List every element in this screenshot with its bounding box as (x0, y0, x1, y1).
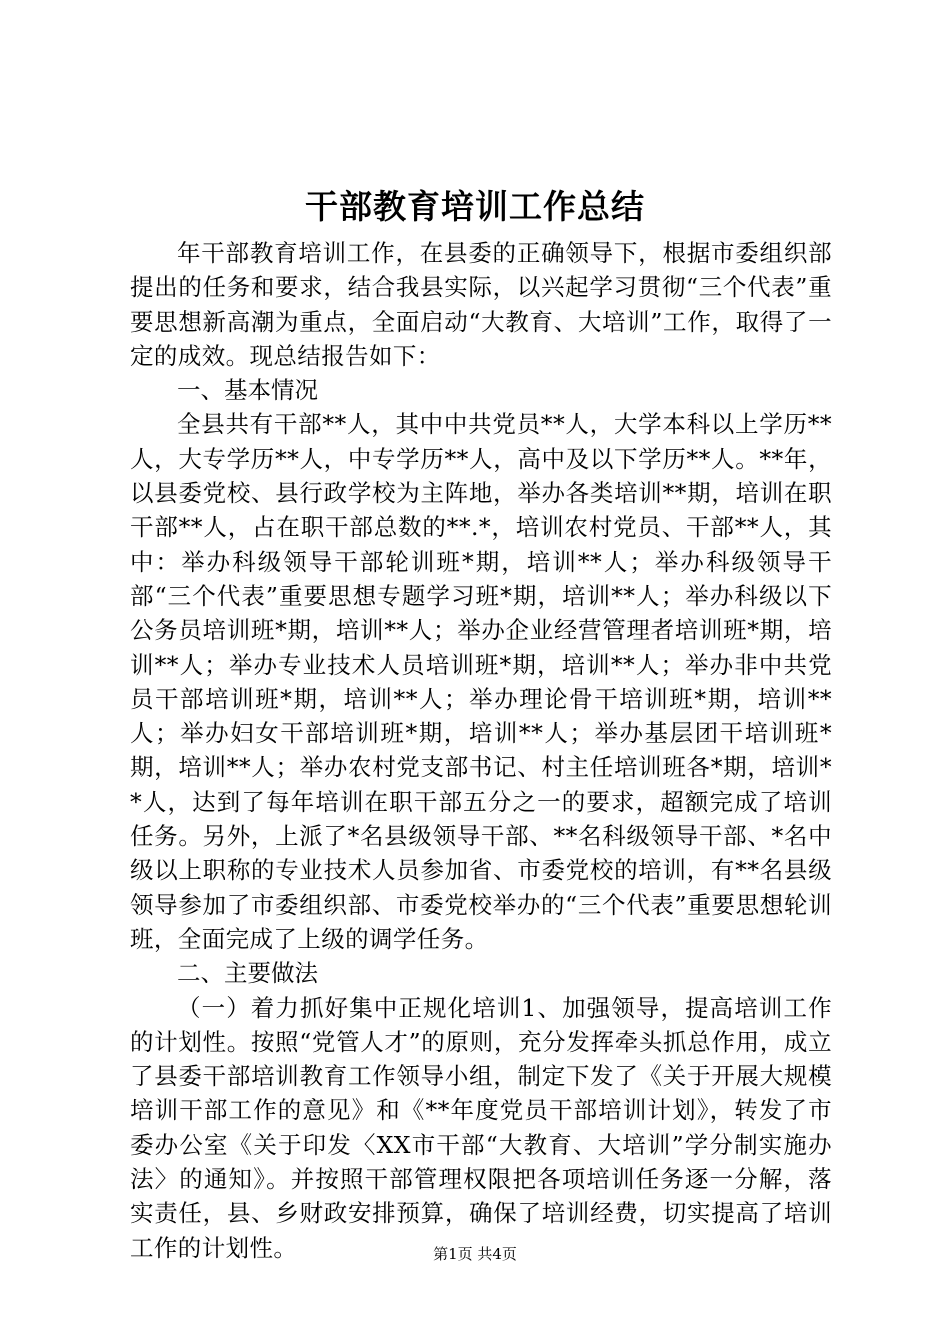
document-title: 干部教育培训工作总结 (305, 187, 645, 226)
intro-paragraph: 年干部教育培训工作，在县委的正确领导下，根据市委组织部提出的任务和要求，结合我县实际，以兴起学习贯彻“三个代表”重要思想新高潮为重点，全面启动“大教育、大培训”工作，取得了一定的成效。现总结报告如下： (130, 239, 832, 370)
page-footer: 第1页 共4页 (433, 1245, 517, 1263)
section-heading-main-practices: 二、主要做法 (177, 959, 318, 988)
document-body (130, 236, 832, 1265)
basic-situation-paragraph: 全县共有干部**人，其中中共党员**人，大学本科以上学历**人，大专学历**人，中专学历**人，高中及以下学历**人。**年，以县委党校、县行政学校为主阵地，举办各类培训**期，培训在职干部**人，占在职干部总数的**.*，培训农村党员、干部**人，其中：举办科级领导干部轮训班*期，培训**人；举办科级领导干部“三个代表”重要思想专题学习班*期，培训**人；举办科级以下公务员培训班*期，培训**人；举办企业经营管理者培训班*期，培训**人；举办专业技术人员培训班*期，培训**人；举办非中共党员干部培训班*期，培训**人；举办理论骨干培训班*期，培训**人；举办妇女干部培训班*期，培训**人；举办基层团干培训班*期，培训**人；举办农村党支部书记、村主任培训班各*期，培训**人，达到了每年培训在职干部五分之一的要求，超额完成了培训任务。另外，上派了*名县级领导干部、**名科级领导干部、*名中级以上职称的专业技术人员参加省、市委党校的培训，有**名县级领导参加了市委组织部、市委党校举办的“三个代表”重要思想轮训班，全面完成了上级的调学任务。 (130, 410, 832, 953)
section-heading-basic-situation: 一、基本情况 (177, 376, 318, 405)
main-practices-paragraph: （一）着力抓好集中正规化培训1、加强领导，提高培训工作的计划性。按照“党管人才”的原则，充分发挥牵头抓总作用，成立了县委干部培训教育工作领导小组，制定下发了《关于开展大规模培训干部工作的意见》和《**年度党员干部培训计划》，转发了市委办公室《关于印发〈XX市干部“大教育、大培训”学分制实施办法〉的通知》。并按照干部管理权限把各项培训任务逐一分解，落实责任，县、乡财政安排预算，确保了培训经费，切实提高了培训工作的计划性。 (130, 993, 832, 1262)
